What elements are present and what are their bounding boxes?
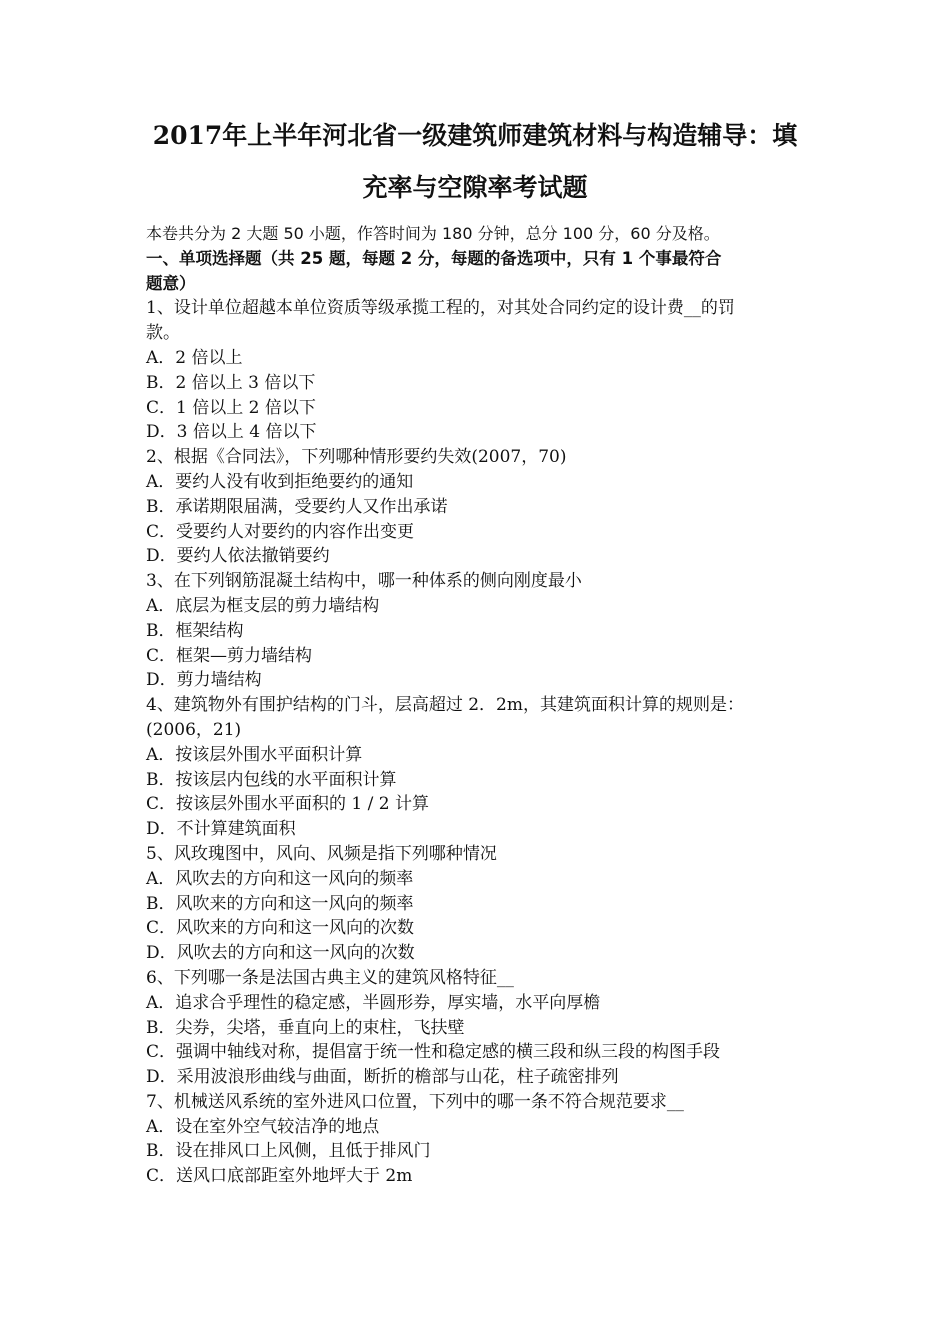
answer-option: B．2 倍以上 3 倍以下 (146, 372, 316, 393)
answer-option: B．框架结构 (146, 620, 244, 641)
answer-option: D．3 倍以上 4 倍以下 (146, 422, 317, 443)
document-title-line-1: 2017年上半年河北省一级建筑师建筑材料与构造辅导：填 (152, 121, 798, 150)
question-stem: 2、根据《合同法》，下列哪种情形要约失效(2007，70) (146, 447, 567, 468)
question-stem-cont: 款。 (146, 323, 180, 344)
question-stem: 4、建筑物外有围护结构的门斗，层高超过 2．2m，其建筑面积计算的规则是： (146, 695, 744, 716)
answer-option: C．1 倍以上 2 倍以下 (146, 397, 316, 418)
answer-option: D．要约人依法撤销要约 (146, 546, 330, 567)
question-stem: 1、设计单位超越本单位资质等级承揽工程的，对其处合同约定的设计费__的罚 (146, 298, 735, 319)
answer-option: D．不计算建筑面积 (146, 819, 296, 840)
answer-option: C．强调中轴线对称，提倡富于统一性和稳定感的横三段和纵三段的构图手段 (146, 1042, 721, 1063)
answer-option: A．追求合乎理性的稳定感，半圆形券，厚实墙，水平向厚檐 (146, 992, 601, 1013)
answer-option: B．风吹来的方向和这一风向的频率 (146, 893, 414, 914)
answer-option: A．风吹去的方向和这一风向的频率 (146, 868, 414, 889)
question-stem: 7、机械送风系统的室外进风口位置，下列中的哪一条不符合规范要求__ (146, 1091, 684, 1112)
answer-option: A．按该层外围水平面积计算 (146, 744, 363, 765)
answer-option: A．要约人没有收到拒绝要约的通知 (146, 471, 414, 492)
document-body (146, 222, 816, 1189)
answer-option: A．底层为框支层的剪力墙结构 (146, 595, 380, 616)
answer-option: C．受要约人对要约的内容作出变更 (146, 521, 415, 542)
question-stem: 6、下列哪一条是法国古典主义的建筑风格特征__ (146, 967, 514, 988)
answer-option: C．送风口底部距室外地坪大于 2m (146, 1166, 413, 1187)
answer-option: C．框架—剪力墙结构 (146, 645, 313, 666)
answer-option: A．设在室外空气较洁净的地点 (146, 1116, 380, 1137)
answer-option: A．2 倍以上 (146, 347, 243, 368)
answer-option: B．设在排风口上风侧，且低于排风门 (146, 1141, 431, 1162)
answer-option: B．尖券，尖塔，垂直向上的束柱，飞扶壁 (146, 1017, 465, 1038)
section-heading-cont: 题意） (146, 273, 196, 293)
question-stem: 5、风玫瑰图中，风向、风频是指下列哪种情况 (146, 843, 497, 864)
answer-option: D．采用波浪形曲线与曲面，断折的檐部与山花，柱子疏密排列 (146, 1067, 619, 1088)
section-heading: 一、单项选择题（共 25 题，每题 2 分，每题的备选项中，只有 1 个事最符合 (146, 248, 722, 268)
answer-option: B．按该层内包线的水平面积计算 (146, 769, 397, 790)
answer-option: D．风吹去的方向和这一风向的次数 (146, 943, 415, 964)
exam-intro: 本卷共分为 2 大题 50 小题，作答时间为 180 分钟，总分 100 分，60 分及格。 (146, 224, 720, 243)
document-title-line-2: 充率与空隙率考试题 (362, 173, 588, 202)
answer-option: D．剪力墙结构 (146, 670, 262, 691)
answer-option: C．风吹来的方向和这一风向的次数 (146, 918, 415, 939)
question-stem-cont: (2006，21) (146, 719, 242, 740)
answer-option: B．承诺期限届满，受要约人又作出承诺 (146, 496, 448, 517)
question-stem: 3、在下列钢筋混凝土结构中，哪一种体系的侧向刚度最小 (146, 571, 582, 592)
answer-option: C．按该层外围水平面积的 1 / 2 计算 (146, 794, 429, 815)
